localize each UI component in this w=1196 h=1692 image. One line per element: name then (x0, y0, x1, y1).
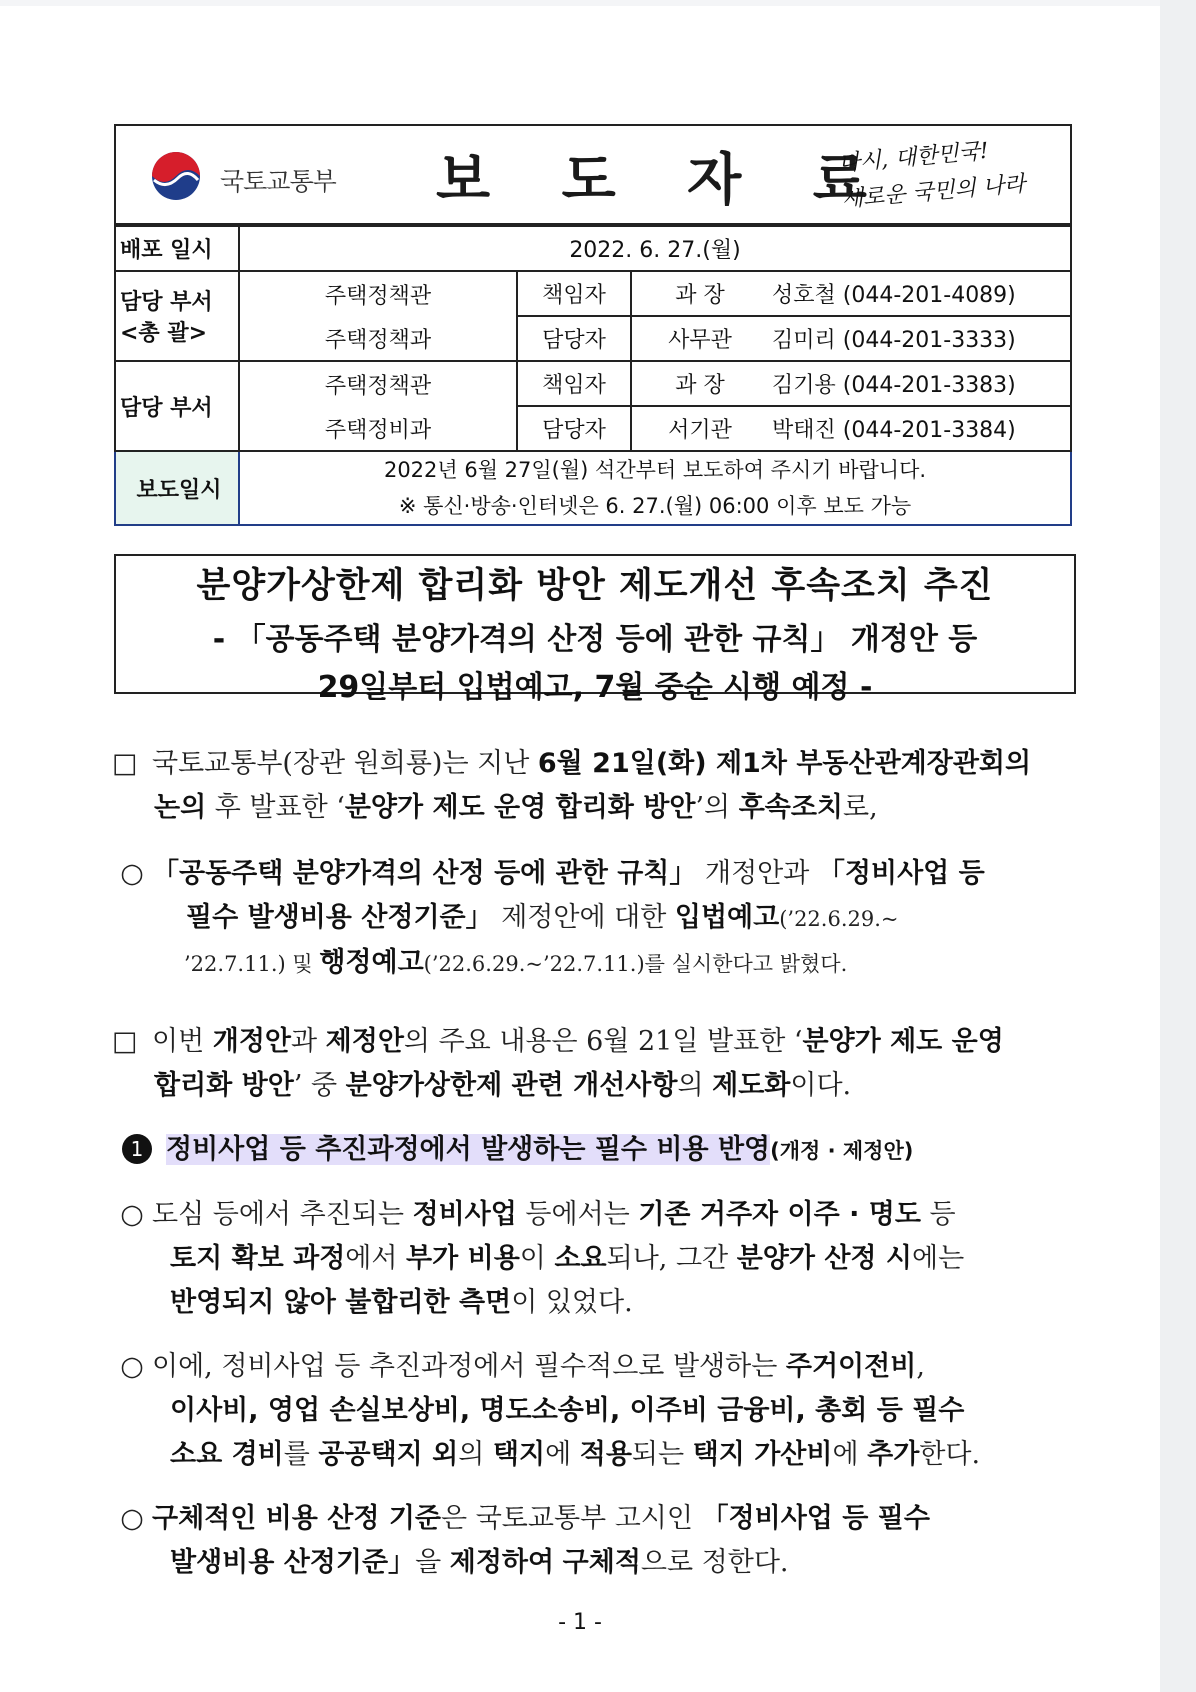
paragraph-1 (112, 742, 1082, 830)
headline: 분양가상한제 합리화 방안 제도개선 후속조치 추진 (196, 566, 994, 606)
dept-person: 박태진 (044-201-3384) (768, 406, 1071, 451)
doc-type-title: 보 도 자 료 (436, 148, 893, 213)
text: 개정안과 (696, 858, 818, 889)
paragraph-line (112, 1433, 1082, 1477)
emphasis: 분양가 제도 운영 합리화 방안 (344, 792, 696, 823)
dept-title: 사무관 (631, 316, 768, 361)
paragraph-line (112, 1020, 1082, 1064)
text: 이번 (152, 1026, 213, 1057)
emphasis: 「정비사업 등 필수 (701, 1503, 930, 1534)
report-line-2: ※ 통신·방송·인터넷은 6. 27.(월) 06:00 이후 보도 가능 (398, 494, 912, 518)
emphasis: 공공택지 외 (318, 1439, 459, 1470)
text: 의 주요 내용은 6월 21일 발표한 ‘ (403, 1026, 803, 1057)
section-heading: 정비사업 등 추진과정에서 발생하는 필수 비용 반영 (166, 1134, 771, 1165)
paragraph-line (112, 1345, 1082, 1389)
paragraph-line (112, 1541, 1082, 1585)
slogan-line-1: 다시, 대한민국! (837, 138, 990, 177)
paragraph-line (112, 1064, 1082, 1108)
emphasis: 추가 (867, 1439, 920, 1470)
paragraph-line (112, 742, 1082, 786)
dept-person: 김미리 (044-201-3333) (768, 316, 1071, 361)
emphasis: 부가 비용 (406, 1243, 520, 1274)
government-emblem-icon (144, 150, 208, 202)
emphasis: 택지 가산비 (692, 1439, 833, 1470)
dept2-row-2 (115, 406, 1071, 451)
dept-role: 책임자 (517, 271, 631, 316)
text: 이 (519, 1243, 555, 1274)
page-number: - 1 - (558, 1610, 602, 1635)
press-header (114, 124, 1072, 225)
dept-title: 과 장 (631, 361, 768, 406)
dept-role: 책임자 (517, 361, 631, 406)
bullet-1 (112, 1193, 1082, 1325)
emphasis: 행정예고 (319, 947, 424, 978)
checkbox-square-icon: □ (112, 748, 138, 779)
dept1-label: 담당 부서 (120, 290, 213, 315)
paragraph-line (112, 1237, 1082, 1281)
emphasis: 개정안 (212, 1026, 291, 1057)
emphasis: 기존 거주자 이주 · 명도 (638, 1199, 921, 1230)
release-label: 배포 일시 (115, 226, 239, 271)
text: (’22.6.29.~’22.7.11.)를 실시한다고 밝혔다. (423, 952, 848, 976)
emphasis: 적용 (579, 1439, 632, 1470)
emphasis: 소요 경비 (170, 1439, 284, 1470)
dept2-label: 담당 부서 (115, 361, 239, 451)
emphasis: 「정비사업 등 (817, 858, 985, 889)
text: ’22.7.11.) 및 (184, 952, 320, 976)
slogan-line-2: 새로운 국민의 나라 (840, 171, 1027, 213)
dept-title: 서기관 (631, 406, 768, 451)
emphasis: 정비사업 (412, 1199, 517, 1230)
dept1-sublabel: <총 괄> (120, 321, 208, 346)
paragraph-line (112, 852, 1082, 896)
emphasis: 분양가 제도 운영 (802, 1026, 1004, 1057)
text: 제정안에 대한 (492, 902, 675, 933)
paragraph-1-bullet (112, 852, 1082, 986)
dept-unit: 주택정책관 (239, 271, 517, 316)
emphasis: 반영되지 않아 불합리한 측면 (170, 1287, 512, 1318)
text: 를 (283, 1439, 319, 1470)
emphasis: 소요 (554, 1243, 607, 1274)
paragraph-line (112, 941, 1082, 986)
text: , (916, 1351, 925, 1382)
text: 등에서는 (516, 1199, 639, 1230)
text: 이 있었다. (511, 1287, 633, 1318)
text: 이에, 정비사업 등 추진과정에서 필수적으로 발생하는 (152, 1351, 786, 1382)
report-schedule-cell (239, 451, 1071, 525)
text: 등 (920, 1199, 956, 1230)
circle-bullet-icon: ○ (120, 858, 144, 889)
text: 되는 (631, 1439, 693, 1470)
dept2-row-1 (115, 361, 1071, 406)
subheadline-1: - 「공동주택 분양가격의 산정 등에 관한 규칙」 개정안 등 (212, 622, 978, 657)
report-schedule-row (115, 451, 1071, 525)
text: 은 국토교통부 고시인 (441, 1503, 702, 1534)
text: ’의 (695, 792, 739, 823)
emphasis: 입법예고 (674, 902, 780, 933)
circle-bullet-icon: ○ (120, 1351, 144, 1382)
release-info-table (114, 225, 1072, 526)
dept1-label-cell (115, 271, 239, 361)
paragraph-line (112, 1281, 1082, 1325)
dept-unit: 주택정책과 (239, 316, 517, 361)
text: 의 (677, 1070, 713, 1101)
emphasis: 후속조치 (738, 792, 844, 823)
emphasis: 6월 21일(화) 제1차 부동산관계장관회의 (537, 748, 1032, 779)
dept-role: 담당자 (517, 406, 631, 451)
emphasis: 제정하여 (449, 1547, 555, 1578)
dept-role: 담당자 (517, 316, 631, 361)
emphasis: 이사비, 영업 손실보상비, 명도소송비, 이주비 금융비, 총회 등 필수 (170, 1395, 965, 1426)
paragraph-line (112, 1497, 1082, 1541)
text (554, 1547, 563, 1578)
emphasis: 분양가상한제 관련 개선사항 (345, 1070, 678, 1101)
text: 로, (843, 792, 878, 823)
paragraph-line (112, 1389, 1082, 1433)
paragraph-line (112, 896, 1082, 941)
circle-bullet-icon: ○ (120, 1199, 144, 1230)
checkbox-square-icon: □ (112, 1026, 138, 1057)
emphasis: 구체적인 비용 산정 기준 (152, 1503, 442, 1534)
emphasis: 제정안 (325, 1026, 404, 1057)
text: 의 (458, 1439, 493, 1470)
bullet-2 (112, 1345, 1082, 1477)
circle-bullet-icon: ○ (120, 1503, 144, 1534)
emphasis: 논의 (154, 792, 207, 823)
text: 을 (415, 1547, 450, 1578)
emphasis: 구체적 (562, 1547, 641, 1578)
emphasis: 「공동주택 분양가격의 산정 등에 관한 규칙」 (152, 858, 697, 889)
text: 도심 등에서 추진되는 (152, 1199, 413, 1230)
text: 되나, 그간 (606, 1243, 737, 1274)
section-tag: (개정 · 제정안) (770, 1139, 914, 1163)
emphasis: 합리화 방안 (154, 1070, 294, 1101)
text: 이다. (790, 1070, 852, 1101)
text: 후 발표한 ‘ (206, 792, 345, 823)
emphasis: 분양가 산정 시 (736, 1243, 912, 1274)
text: ’ 중 (293, 1070, 346, 1101)
dept-unit: 주택정비과 (239, 406, 517, 451)
text: 국토교통부(장관 원희룡)는 지난 (152, 748, 538, 779)
release-date: 2022. 6. 27.(월) (239, 226, 1071, 271)
dept-unit: 주택정책관 (239, 361, 517, 406)
dept-person: 김기용 (044-201-3383) (768, 361, 1071, 406)
subheadline-2: 29일부터 입법예고, 7월 중순 시행 예정 - (317, 670, 873, 705)
emphasis: 택지 (492, 1439, 546, 1470)
text: 에는 (912, 1243, 965, 1274)
emphasis: 토지 확보 과정 (170, 1243, 346, 1274)
release-row (115, 226, 1071, 271)
report-line-1: 2022년 6월 27일(월) 석간부터 보도하여 주시기 바랍니다. (383, 458, 927, 482)
section-number-badge: 1 (122, 1134, 152, 1164)
emphasis: 제도화 (712, 1070, 791, 1101)
bullet-3 (112, 1497, 1082, 1585)
paragraph-2 (112, 1020, 1082, 1108)
text: 과 (291, 1026, 326, 1057)
report-label: 보도일시 (115, 451, 239, 525)
text: 에서 (345, 1243, 407, 1274)
dept1-row-1 (115, 271, 1071, 316)
emphasis: 주거이전비 (785, 1351, 917, 1382)
text: 에 (545, 1439, 580, 1470)
dept-title: 과 장 (631, 271, 768, 316)
emphasis: 필수 발생비용 산정기준」 (186, 902, 493, 933)
text: 으로 정한다. (640, 1547, 789, 1578)
text: (’22.6.29.~ (779, 907, 899, 931)
dept-person: 성호철 (044-201-4089) (768, 271, 1071, 316)
dept1-row-2 (115, 316, 1071, 361)
paragraph-line (112, 1193, 1082, 1237)
emphasis: 발생비용 산정기준」 (170, 1547, 416, 1578)
ministry-name: 국토교통부 (220, 167, 336, 196)
paragraph-line (112, 786, 1082, 830)
text: 에 (832, 1439, 868, 1470)
text: 한다. (919, 1439, 981, 1470)
section-1-heading (122, 1128, 1092, 1173)
headline-box (114, 554, 1076, 705)
viewer-edge (1160, 0, 1196, 1692)
